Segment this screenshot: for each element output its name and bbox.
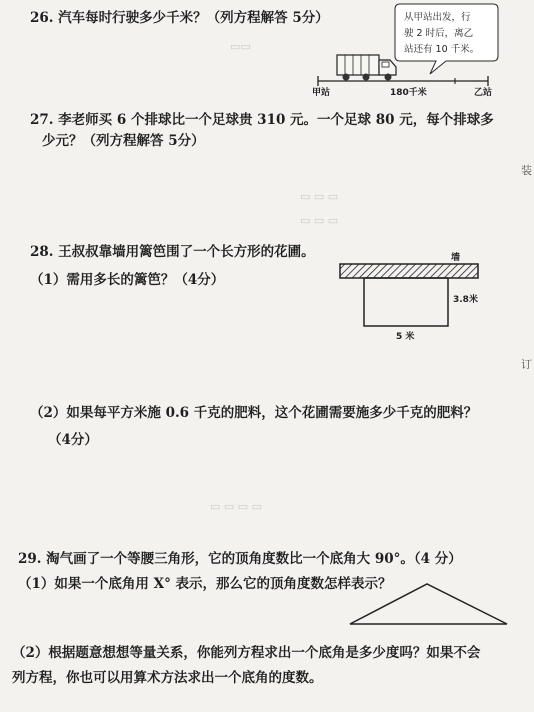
truck-icon	[337, 55, 396, 81]
question-28-part-2-line-1: （2）如果每平方米施 0.6 千克的肥料，这个花圃需要施多少千克的肥料？	[30, 405, 478, 421]
garden-rectangle	[364, 278, 448, 326]
start-station-label: 甲站	[312, 88, 331, 98]
q26-diagram	[0, 0, 534, 110]
bleed-through: ▭▭	[230, 40, 251, 53]
question-29-title: 29. 淘气画了一个等腰三角形，它的顶角度数比一个底角大 90°。（4 分）	[18, 551, 462, 567]
wall	[340, 264, 478, 278]
question-26-text: 26. 汽车每时行驶多少千米？（列方程解答 5分）	[30, 10, 329, 26]
width-label: 5 米	[396, 332, 415, 342]
margin-mark: 订	[521, 358, 532, 371]
bubble-line-3: 站还有 10 千米。	[404, 44, 480, 55]
question-27-line-2: 少元？（列方程解答 5分）	[42, 133, 205, 149]
triangle-diagram	[345, 580, 515, 630]
question-29-part-1: （1）如果一个底角用 X° 表示，那么它的顶角度数怎样表示？	[18, 576, 392, 592]
bleed-through: ▭ ▭ ▭	[300, 190, 339, 203]
bleed-through: ▭ ▭ ▭	[300, 214, 339, 227]
question-28-title: 28. 王叔叔靠墙用篱笆围了一个长方形的花圃。	[30, 244, 315, 260]
bubble-line-1: 从甲站出发，行	[404, 12, 471, 23]
garden-diagram	[330, 250, 500, 342]
isosceles-triangle	[350, 584, 507, 624]
question-28-part-2-line-2: （4分）	[48, 432, 98, 448]
wall-label: 墙	[451, 253, 461, 263]
height-label: 3.8米	[453, 295, 478, 305]
bubble-line-2: 驶 2 时后，离乙	[404, 28, 474, 39]
distance-label: 180千米	[390, 88, 427, 98]
end-station-label: 乙站	[474, 88, 493, 98]
question-29-part-2-line-1: （2）根据题意想想等量关系，你能列方程求出一个底角是多少度吗？如果不会	[12, 645, 481, 661]
bleed-through: ▭ ▭ ▭ ▭	[210, 500, 263, 513]
question-29-part-2-line-2: 列方程，你也可以用算术方法求出一个底角的度数。	[12, 670, 323, 686]
question-27-line-1: 27. 李老师买 6 个排球比一个足球贵 310 元。一个足球 80 元，每个排球多	[30, 112, 494, 128]
margin-mark: 装	[521, 164, 532, 177]
question-28-part-1: （1）需用多长的篱笆？（4分）	[30, 272, 225, 288]
